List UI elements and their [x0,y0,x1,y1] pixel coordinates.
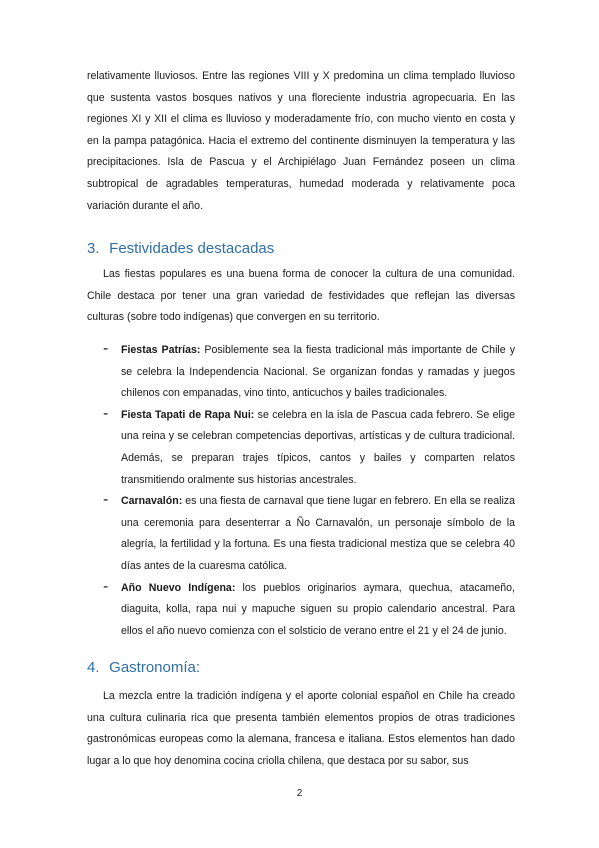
festivity-term: Carnavalón: [121,495,183,508]
fiestas-intro-block [87,264,515,329]
festivity-description: los pueblos originarios aymara, quechua, atacameño, diaguita, kolla, rapa nui y mapuche siguen su propio calendario ancestral. Para ellos el año nuevo comienza con el solsticio de verano entre el 21 y el 24 de junio. [121,581,516,637]
section-3-heading [87,239,515,259]
festivity-item-carnavalon [87,491,515,577]
bullet-dash: - [103,577,109,595]
section-4-title: Gastronomía: [109,659,201,676]
festivity-term: Fiesta Tapati de Rapa Nui: [121,408,255,421]
section-4-heading-block [87,658,515,678]
section-3-heading-block [87,239,515,259]
festivities-list-block [87,340,515,642]
page-number: 2 [296,788,303,799]
festivity-term: Año Nuevo Indígena: [121,581,236,594]
festivity-item-ano-nuevo-indigena [87,578,515,643]
fiestas-intro-paragraph: Las fiestas populares es una buena forma de conocer la cultura de una comunidad. Chile destaca por tener una gran variedad de festividades que reflejan las diversas culturas (sobre todo indígenas) que convergen en su territorio. [87,268,515,324]
climate-paragraph: relativamente lluviosos. Entre las regiones VIII y X predomina un clima templado lluvioso que sustenta vastos bosques nativos y una floreciente industria agropecuaria. En las regiones XI y XII el clima es lluvioso y moderadamente frío, con mucho viento en costa y en la pampa patagónica. Hacia el extremo del continente disminuyen la temperatura y las precipitaciones. Isla de Pascua y el Archipiélago Juan Fernández poseen un clima subtropical de agradables temperaturas, humedad moderada y relativamente poca variación durante el año. [87,70,515,212]
festivity-item-tapati [87,405,515,491]
festivities-list [87,340,515,642]
festivity-description: Posiblemente sea la fiesta tradicional más importante de Chile y se celebra la Independencia Nacional. Se organizan fondas y ramadas y juegos chilenos con empanadas, vino tinto, anticuchos y bailes tradicionales. [121,344,515,400]
festivity-term: Fiestas Patrías: [121,344,201,356]
section-3-title: Festividades destacadas [109,240,275,257]
section-3-number: 3. [87,240,100,257]
gastronomy-paragraph: La mezcla entre la tradición indígena y el aporte colonial español en Chile ha creado una cultura culinaria rica que presenta también elementos propios de otras tradiciones gastronómicas europeas como la alemana, francesa e italiana. Estos elementos han dado lugar a lo que hoy denomina cocina criolla chilena, que destaca por su sabor, sus [87,690,515,767]
festivity-description: se celebra en la isla de Pascua cada febrero. Se elige una reina y se celebran competencias deportivas, artísticas y de cultura tradicional. Además, se preparan trajes típicos, cantos y bailes y comparten relatos transmitiendo oralmente sus historias ancestrales. [121,408,515,486]
festivity-item-fiestas-patrias [87,340,515,405]
gastronomy-paragraph-block [87,686,515,772]
bullet-dash: - [103,404,109,422]
climate-paragraph-block [87,66,515,217]
section-4-heading [87,658,515,678]
festivity-description: es una fiesta de carnaval que tiene lugar en febrero. En ella se realiza una ceremonia para desenterrar a Ño Carnavalón, un personaje símbolo de la alegría, la fertilidad y la fortuna. Es una fiesta tradicional mestiza que se celebra 40 días antes de la cuaresma católica. [121,495,515,572]
bullet-dash: - [103,340,109,357]
bullet-dash: - [103,491,109,509]
section-4-number: 4. [87,659,100,676]
